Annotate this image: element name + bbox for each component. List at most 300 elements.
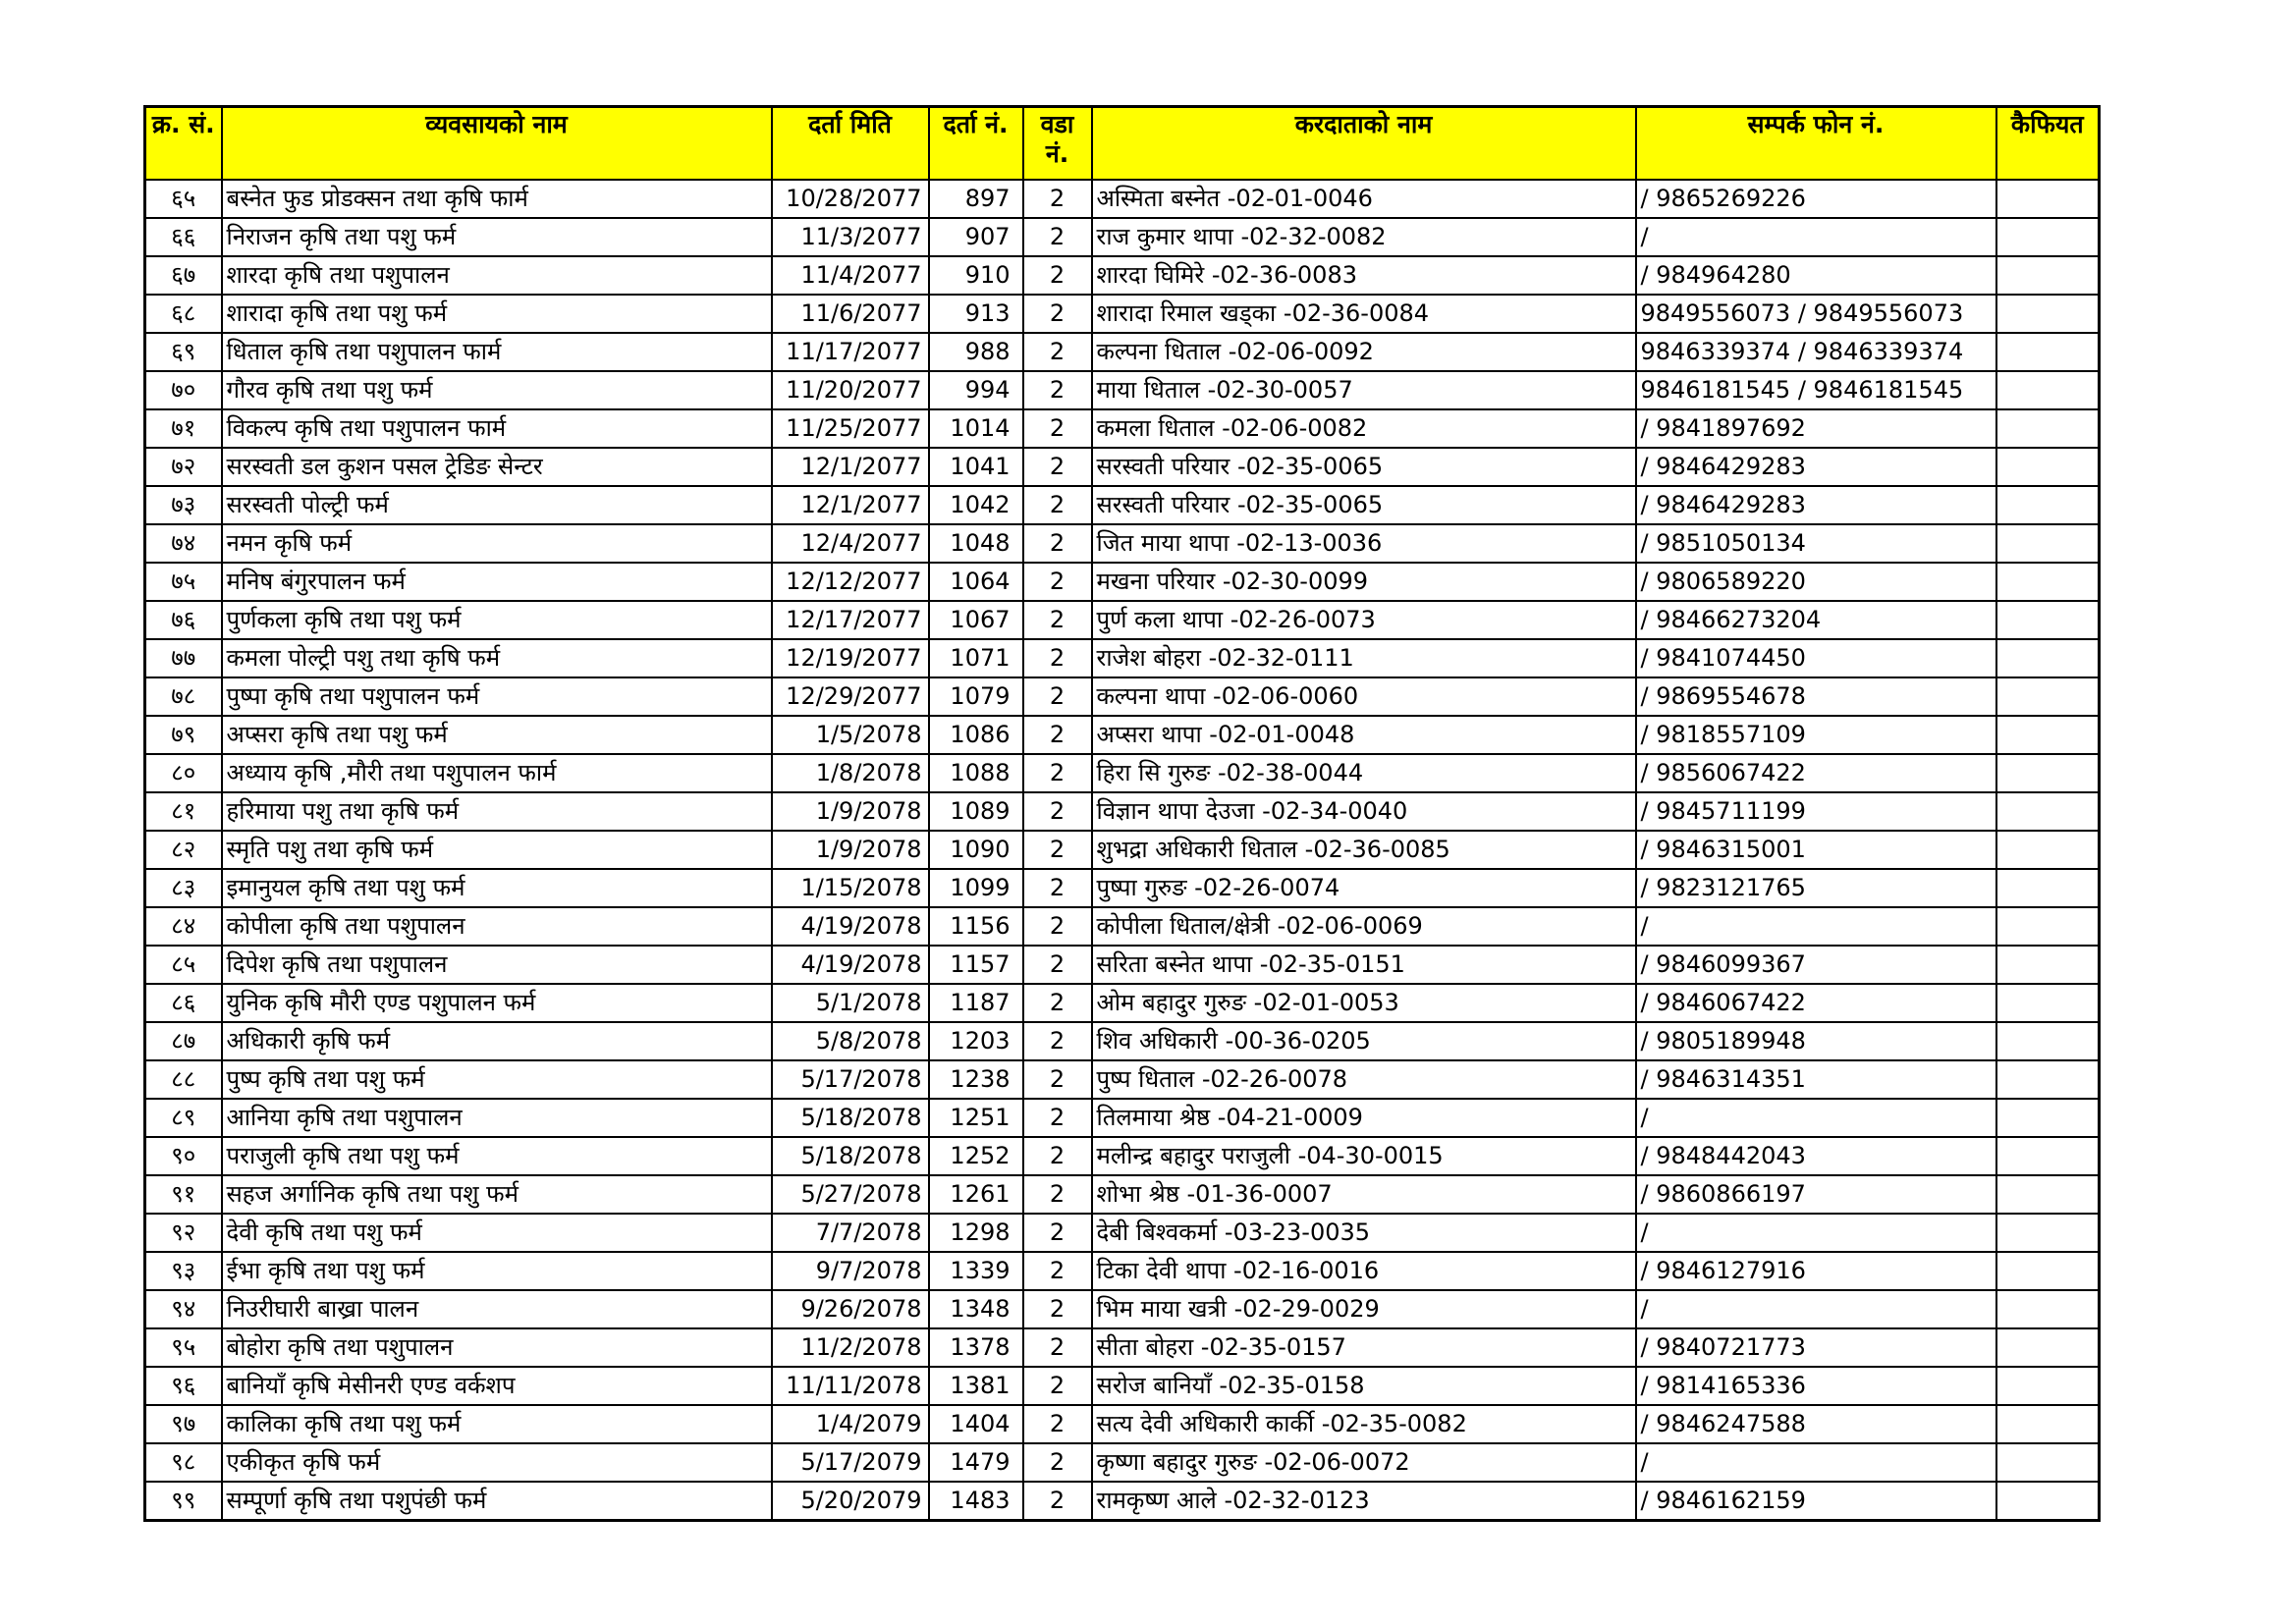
ward-number-cell: 2 (1023, 946, 1092, 984)
header-remarks: कैफियत (1996, 107, 2100, 181)
table-row (145, 1482, 2100, 1521)
remarks-cell (1996, 677, 2100, 716)
registration-number-cell: 910 (929, 256, 1023, 295)
registration-sheet (143, 105, 2101, 1522)
remarks-cell (1996, 295, 2100, 333)
contact-phone-cell: / 9846127916 (1636, 1252, 1996, 1290)
registration-date-cell: 5/20/2079 (772, 1482, 929, 1521)
ward-number-cell: 2 (1023, 1482, 1092, 1521)
registration-number-cell: 1381 (929, 1367, 1023, 1405)
ward-number-cell: 2 (1023, 295, 1092, 333)
remarks-cell (1996, 1214, 2100, 1252)
registration-date-cell: 12/1/2077 (772, 448, 929, 486)
contact-phone-cell: / (1636, 218, 1996, 256)
contact-phone-cell: / 9845711199 (1636, 792, 1996, 831)
header-serial-number: क्र. सं. (145, 107, 222, 181)
registration-date-cell: 12/19/2077 (772, 639, 929, 677)
ward-number-cell: 2 (1023, 1137, 1092, 1175)
taxpayer-name-cell: मखना परियार -02-30-0099 (1092, 563, 1636, 601)
registration-number-cell: 1261 (929, 1175, 1023, 1214)
table-row (145, 1405, 2100, 1443)
registration-number-cell: 1378 (929, 1328, 1023, 1367)
table-row (145, 1252, 2100, 1290)
serial-number-cell: ९० (145, 1137, 222, 1175)
ward-number-cell: 2 (1023, 448, 1092, 486)
remarks-cell (1996, 180, 2100, 218)
serial-number-cell: ९२ (145, 1214, 222, 1252)
serial-number-cell: ८३ (145, 869, 222, 907)
registration-date-cell: 12/29/2077 (772, 677, 929, 716)
registration-date-cell: 1/4/2079 (772, 1405, 929, 1443)
remarks-cell (1996, 1443, 2100, 1482)
taxpayer-name-cell: कोपीला धिताल/क्षेत्री -02-06-0069 (1092, 907, 1636, 946)
contact-phone-cell: / 9856067422 (1636, 754, 1996, 792)
registration-number-cell: 1088 (929, 754, 1023, 792)
registration-date-cell: 11/25/2077 (772, 409, 929, 448)
business-name-cell: कमला पोल्ट्री पशु तथा कृषि फर्म (222, 639, 772, 677)
serial-number-cell: ९७ (145, 1405, 222, 1443)
registration-date-cell: 1/8/2078 (772, 754, 929, 792)
registration-date-cell: 9/26/2078 (772, 1290, 929, 1328)
registration-number-cell: 1298 (929, 1214, 1023, 1252)
remarks-cell (1996, 984, 2100, 1022)
contact-phone-cell: / 9865269226 (1636, 180, 1996, 218)
taxpayer-name-cell: सरिता बस्नेत थापा -02-35-0151 (1092, 946, 1636, 984)
business-name-cell: हरिमाया पशु तथा कृषि फर्म (222, 792, 772, 831)
remarks-cell (1996, 716, 2100, 754)
contact-phone-cell: / 9848442043 (1636, 1137, 1996, 1175)
registration-date-cell: 9/7/2078 (772, 1252, 929, 1290)
table-row (145, 295, 2100, 333)
table-row (145, 601, 2100, 639)
header-registration-number: दर्ता नं. (929, 107, 1023, 181)
serial-number-cell: ७८ (145, 677, 222, 716)
serial-number-cell: ८० (145, 754, 222, 792)
contact-phone-cell: / 9851050134 (1636, 524, 1996, 563)
taxpayer-name-cell: सरस्वती परियार -02-35-0065 (1092, 448, 1636, 486)
table-row (145, 907, 2100, 946)
taxpayer-name-cell: राजेश बोहरा -02-32-0111 (1092, 639, 1636, 677)
business-name-cell: पराजुली कृषि तथा पशु फर्म (222, 1137, 772, 1175)
registration-date-cell: 4/19/2078 (772, 907, 929, 946)
registration-number-cell: 1203 (929, 1022, 1023, 1060)
business-name-cell: अध्याय कृषि ,मौरी तथा पशुपालन फार्म (222, 754, 772, 792)
remarks-cell (1996, 448, 2100, 486)
remarks-cell (1996, 792, 2100, 831)
business-name-cell: गौरव कृषि तथा पशु फर्म (222, 371, 772, 409)
taxpayer-name-cell: सरोज बानियाँ -02-35-0158 (1092, 1367, 1636, 1405)
table-row (145, 1328, 2100, 1367)
taxpayer-name-cell: शिव अधिकारी -00-36-0205 (1092, 1022, 1636, 1060)
ward-number-cell: 2 (1023, 409, 1092, 448)
header-contact-phone: सम्पर्क फोन नं. (1636, 107, 1996, 181)
taxpayer-name-cell: राज कुमार थापा -02-32-0082 (1092, 218, 1636, 256)
header-taxpayer-name: करदाताको नाम (1092, 107, 1636, 181)
registration-number-cell: 1483 (929, 1482, 1023, 1521)
taxpayer-name-cell: विज्ञान थापा देउजा -02-34-0040 (1092, 792, 1636, 831)
taxpayer-name-cell: अप्सरा थापा -02-01-0048 (1092, 716, 1636, 754)
table-row (145, 1060, 2100, 1099)
registration-number-cell: 1339 (929, 1252, 1023, 1290)
contact-phone-cell: / 9841897692 (1636, 409, 1996, 448)
registration-number-cell: 1252 (929, 1137, 1023, 1175)
remarks-cell (1996, 486, 2100, 524)
registration-date-cell: 4/19/2078 (772, 946, 929, 984)
registration-date-cell: 5/1/2078 (772, 984, 929, 1022)
contact-phone-cell: / (1636, 907, 1996, 946)
registration-date-cell: 5/17/2079 (772, 1443, 929, 1482)
serial-number-cell: ९६ (145, 1367, 222, 1405)
registration-number-cell: 1251 (929, 1099, 1023, 1137)
ward-number-cell: 2 (1023, 1060, 1092, 1099)
registration-number-cell: 1156 (929, 907, 1023, 946)
table-row (145, 1367, 2100, 1405)
registration-date-cell: 1/9/2078 (772, 831, 929, 869)
taxpayer-name-cell: पुर्ण कला थापा -02-26-0073 (1092, 601, 1636, 639)
registration-number-cell: 913 (929, 295, 1023, 333)
remarks-cell (1996, 946, 2100, 984)
ward-number-cell: 2 (1023, 486, 1092, 524)
taxpayer-name-cell: शुभद्रा अधिकारी धिताल -02-36-0085 (1092, 831, 1636, 869)
table-row (145, 1022, 2100, 1060)
serial-number-cell: ९५ (145, 1328, 222, 1367)
business-registration-table (143, 105, 2101, 1522)
remarks-cell (1996, 333, 2100, 371)
contact-phone-cell: / 98466273204 (1636, 601, 1996, 639)
table-row (145, 792, 2100, 831)
contact-phone-cell: 9846339374 / 9846339374 (1636, 333, 1996, 371)
registration-date-cell: 11/3/2077 (772, 218, 929, 256)
registration-date-cell: 12/1/2077 (772, 486, 929, 524)
table-row (145, 716, 2100, 754)
serial-number-cell: ७२ (145, 448, 222, 486)
serial-number-cell: ८५ (145, 946, 222, 984)
remarks-cell (1996, 371, 2100, 409)
serial-number-cell: ६५ (145, 180, 222, 218)
contact-phone-cell: / 9823121765 (1636, 869, 1996, 907)
registration-number-cell: 1064 (929, 563, 1023, 601)
remarks-cell (1996, 256, 2100, 295)
remarks-cell (1996, 563, 2100, 601)
serial-number-cell: ७४ (145, 524, 222, 563)
table-row (145, 946, 2100, 984)
remarks-cell (1996, 1405, 2100, 1443)
remarks-cell (1996, 869, 2100, 907)
serial-number-cell: ८४ (145, 907, 222, 946)
registration-date-cell: 12/17/2077 (772, 601, 929, 639)
header-business-name: व्यवसायको नाम (222, 107, 772, 181)
table-row (145, 1290, 2100, 1328)
taxpayer-name-cell: कल्पना थापा -02-06-0060 (1092, 677, 1636, 716)
remarks-cell (1996, 1367, 2100, 1405)
business-name-cell: विकल्प कृषि तथा पशुपालन फार्म (222, 409, 772, 448)
serial-number-cell: ८७ (145, 1022, 222, 1060)
contact-phone-cell: / 9818557109 (1636, 716, 1996, 754)
registration-number-cell: 1479 (929, 1443, 1023, 1482)
registration-number-cell: 1086 (929, 716, 1023, 754)
ward-number-cell: 2 (1023, 218, 1092, 256)
business-name-cell: पुष्प कृषि तथा पशु फर्म (222, 1060, 772, 1099)
remarks-cell (1996, 639, 2100, 677)
registration-date-cell: 11/11/2078 (772, 1367, 929, 1405)
header-row (145, 107, 2100, 181)
ward-number-cell: 2 (1023, 1252, 1092, 1290)
serial-number-cell: ७५ (145, 563, 222, 601)
remarks-cell (1996, 409, 2100, 448)
ward-number-cell: 2 (1023, 984, 1092, 1022)
registration-date-cell: 12/12/2077 (772, 563, 929, 601)
serial-number-cell: ७१ (145, 409, 222, 448)
ward-number-cell: 2 (1023, 601, 1092, 639)
remarks-cell (1996, 1290, 2100, 1328)
contact-phone-cell: / 9860866197 (1636, 1175, 1996, 1214)
taxpayer-name-cell: कमला धिताल -02-06-0082 (1092, 409, 1636, 448)
contact-phone-cell: / 9846067422 (1636, 984, 1996, 1022)
registration-number-cell: 1041 (929, 448, 1023, 486)
taxpayer-name-cell: पुष्प धिताल -02-26-0078 (1092, 1060, 1636, 1099)
business-name-cell: नमन कृषि फर्म (222, 524, 772, 563)
business-name-cell: शारादा कृषि तथा पशु फर्म (222, 295, 772, 333)
ward-number-cell: 2 (1023, 716, 1092, 754)
registration-number-cell: 1348 (929, 1290, 1023, 1328)
remarks-cell (1996, 1137, 2100, 1175)
serial-number-cell: ९३ (145, 1252, 222, 1290)
registration-number-cell: 1042 (929, 486, 1023, 524)
serial-number-cell: ९८ (145, 1443, 222, 1482)
contact-phone-cell: 9846181545 / 9846181545 (1636, 371, 1996, 409)
contact-phone-cell: / 9846429283 (1636, 486, 1996, 524)
registration-date-cell: 11/2/2078 (772, 1328, 929, 1367)
ward-number-cell: 2 (1023, 1175, 1092, 1214)
remarks-cell (1996, 831, 2100, 869)
serial-number-cell: ७९ (145, 716, 222, 754)
registration-number-cell: 1079 (929, 677, 1023, 716)
registration-number-cell: 1014 (929, 409, 1023, 448)
business-name-cell: धिताल कृषि तथा पशुपालन फार्म (222, 333, 772, 371)
registration-number-cell: 1157 (929, 946, 1023, 984)
business-name-cell: कोपीला कृषि तथा पशुपालन (222, 907, 772, 946)
business-name-cell: सम्पूर्णा कृषि तथा पशुपंछी फर्म (222, 1482, 772, 1521)
ward-number-cell: 2 (1023, 1405, 1092, 1443)
table-row (145, 524, 2100, 563)
header-registration-date: दर्ता मिति (772, 107, 929, 181)
business-name-cell: एकीकृत कृषि फर्म (222, 1443, 772, 1482)
contact-phone-cell: / 9805189948 (1636, 1022, 1996, 1060)
taxpayer-name-cell: शोभा श्रेष्ठ -01-36-0007 (1092, 1175, 1636, 1214)
registration-number-cell: 994 (929, 371, 1023, 409)
table-row (145, 448, 2100, 486)
registration-number-cell: 897 (929, 180, 1023, 218)
serial-number-cell: ६८ (145, 295, 222, 333)
table-row (145, 1099, 2100, 1137)
business-name-cell: कालिका कृषि तथा पशु फर्म (222, 1405, 772, 1443)
registration-number-cell: 988 (929, 333, 1023, 371)
serial-number-cell: ६६ (145, 218, 222, 256)
taxpayer-name-cell: सत्य देवी अधिकारी कार्की -02-35-0082 (1092, 1405, 1636, 1443)
taxpayer-name-cell: हिरा सि गुरुङ -02-38-0044 (1092, 754, 1636, 792)
business-name-cell: अधिकारी कृषि फर्म (222, 1022, 772, 1060)
registration-date-cell: 5/18/2078 (772, 1137, 929, 1175)
taxpayer-name-cell: माया धिताल -02-30-0057 (1092, 371, 1636, 409)
table-row (145, 639, 2100, 677)
registration-number-cell: 1067 (929, 601, 1023, 639)
contact-phone-cell: / 9846162159 (1636, 1482, 1996, 1521)
table-row (145, 180, 2100, 218)
contact-phone-cell: / 9814165336 (1636, 1367, 1996, 1405)
table-row (145, 754, 2100, 792)
business-name-cell: आनिया कृषि तथा पशुपालन (222, 1099, 772, 1137)
ward-number-cell: 2 (1023, 754, 1092, 792)
ward-number-cell: 2 (1023, 180, 1092, 218)
remarks-cell (1996, 524, 2100, 563)
contact-phone-cell: / 984964280 (1636, 256, 1996, 295)
serial-number-cell: ७३ (145, 486, 222, 524)
table-row (145, 831, 2100, 869)
contact-phone-cell: / (1636, 1214, 1996, 1252)
contact-phone-cell: / 9846099367 (1636, 946, 1996, 984)
taxpayer-name-cell: शारादा रिमाल खड्का -02-36-0084 (1092, 295, 1636, 333)
business-name-cell: पुष्पा कृषि तथा पशुपालन फर्म (222, 677, 772, 716)
registration-date-cell: 1/15/2078 (772, 869, 929, 907)
business-name-cell: अप्सरा कृषि तथा पशु फर्म (222, 716, 772, 754)
taxpayer-name-cell: पुष्पा गुरुङ -02-26-0074 (1092, 869, 1636, 907)
business-name-cell: दिपेश कृषि तथा पशुपालन (222, 946, 772, 984)
business-name-cell: शारदा कृषि तथा पशुपालन (222, 256, 772, 295)
serial-number-cell: ८८ (145, 1060, 222, 1099)
contact-phone-cell: / 9846314351 (1636, 1060, 1996, 1099)
registration-date-cell: 11/20/2077 (772, 371, 929, 409)
serial-number-cell: ६७ (145, 256, 222, 295)
table-row (145, 333, 2100, 371)
ward-number-cell: 2 (1023, 792, 1092, 831)
serial-number-cell: ७७ (145, 639, 222, 677)
registration-number-cell: 1071 (929, 639, 1023, 677)
taxpayer-name-cell: शारदा घिमिरे -02-36-0083 (1092, 256, 1636, 295)
table-row (145, 486, 2100, 524)
registration-number-cell: 1238 (929, 1060, 1023, 1099)
ward-number-cell: 2 (1023, 333, 1092, 371)
registration-date-cell: 12/4/2077 (772, 524, 929, 563)
business-name-cell: सहज अर्गानिक कृषि तथा पशु फर्म (222, 1175, 772, 1214)
registration-number-cell: 1089 (929, 792, 1023, 831)
ward-number-cell: 2 (1023, 907, 1092, 946)
ward-number-cell: 2 (1023, 1022, 1092, 1060)
serial-number-cell: ८१ (145, 792, 222, 831)
contact-phone-cell: / 9806589220 (1636, 563, 1996, 601)
registration-date-cell: 5/17/2078 (772, 1060, 929, 1099)
remarks-cell (1996, 218, 2100, 256)
business-name-cell: निराजन कृषि तथा पशु फर्म (222, 218, 772, 256)
registration-number-cell: 1187 (929, 984, 1023, 1022)
ward-number-cell: 2 (1023, 677, 1092, 716)
business-name-cell: सरस्वती पोल्ट्री फर्म (222, 486, 772, 524)
taxpayer-name-cell: कृष्णा बहादुर गुरुङ -02-06-0072 (1092, 1443, 1636, 1482)
registration-date-cell: 11/4/2077 (772, 256, 929, 295)
remarks-cell (1996, 1252, 2100, 1290)
contact-phone-cell: / (1636, 1290, 1996, 1328)
ward-number-cell: 2 (1023, 1214, 1092, 1252)
ward-number-cell: 2 (1023, 831, 1092, 869)
taxpayer-name-cell: सरस्वती परियार -02-35-0065 (1092, 486, 1636, 524)
ward-number-cell: 2 (1023, 524, 1092, 563)
serial-number-cell: ९१ (145, 1175, 222, 1214)
serial-number-cell: ६९ (145, 333, 222, 371)
table-row (145, 371, 2100, 409)
ward-number-cell: 2 (1023, 563, 1092, 601)
taxpayer-name-cell: अस्मिता बस्नेत -02-01-0046 (1092, 180, 1636, 218)
table-row (145, 218, 2100, 256)
table-row (145, 984, 2100, 1022)
business-name-cell: युनिक कृषि मौरी एण्ड पशुपालन फर्म (222, 984, 772, 1022)
remarks-cell (1996, 1060, 2100, 1099)
taxpayer-name-cell: कल्पना धिताल -02-06-0092 (1092, 333, 1636, 371)
serial-number-cell: ७० (145, 371, 222, 409)
taxpayer-name-cell: टिका देवी थापा -02-16-0016 (1092, 1252, 1636, 1290)
serial-number-cell: ८६ (145, 984, 222, 1022)
table-row (145, 1443, 2100, 1482)
ward-number-cell: 2 (1023, 1328, 1092, 1367)
business-name-cell: मनिष बंगुरपालन फर्म (222, 563, 772, 601)
ward-number-cell: 2 (1023, 1367, 1092, 1405)
serial-number-cell: ९९ (145, 1482, 222, 1521)
table-row (145, 869, 2100, 907)
table-row (145, 1137, 2100, 1175)
contact-phone-cell: / 9841074450 (1636, 639, 1996, 677)
ward-number-cell: 2 (1023, 256, 1092, 295)
table-row (145, 1214, 2100, 1252)
business-name-cell: बोहोरा कृषि तथा पशुपालन (222, 1328, 772, 1367)
contact-phone-cell: / 9840721773 (1636, 1328, 1996, 1367)
contact-phone-cell: / 9846247588 (1636, 1405, 1996, 1443)
serial-number-cell: ९४ (145, 1290, 222, 1328)
serial-number-cell: ७६ (145, 601, 222, 639)
contact-phone-cell: / (1636, 1099, 1996, 1137)
registration-date-cell: 10/28/2077 (772, 180, 929, 218)
registration-number-cell: 1090 (929, 831, 1023, 869)
contact-phone-cell: / 9846429283 (1636, 448, 1996, 486)
business-name-cell: इमानुयल कृषि तथा पशु फर्म (222, 869, 772, 907)
taxpayer-name-cell: मलीन्द्र बहादुर पराजुली -04-30-0015 (1092, 1137, 1636, 1175)
taxpayer-name-cell: रामकृष्ण आले -02-32-0123 (1092, 1482, 1636, 1521)
contact-phone-cell: 9849556073 / 9849556073 (1636, 295, 1996, 333)
remarks-cell (1996, 1099, 2100, 1137)
table-body (145, 180, 2100, 1521)
contact-phone-cell: / 9869554678 (1636, 677, 1996, 716)
contact-phone-cell: / (1636, 1443, 1996, 1482)
registration-number-cell: 1099 (929, 869, 1023, 907)
remarks-cell (1996, 601, 2100, 639)
table-row (145, 409, 2100, 448)
registration-date-cell: 7/7/2078 (772, 1214, 929, 1252)
business-name-cell: पुर्णकला कृषि तथा पशु फर्म (222, 601, 772, 639)
registration-number-cell: 1404 (929, 1405, 1023, 1443)
registration-date-cell: 5/8/2078 (772, 1022, 929, 1060)
business-name-cell: ईभा कृषि तथा पशु फर्म (222, 1252, 772, 1290)
contact-phone-cell: / 9846315001 (1636, 831, 1996, 869)
registration-date-cell: 11/17/2077 (772, 333, 929, 371)
ward-number-cell: 2 (1023, 371, 1092, 409)
serial-number-cell: ८९ (145, 1099, 222, 1137)
remarks-cell (1996, 907, 2100, 946)
registration-date-cell: 1/9/2078 (772, 792, 929, 831)
registration-date-cell: 5/18/2078 (772, 1099, 929, 1137)
table-row (145, 1175, 2100, 1214)
taxpayer-name-cell: तिलमाया श्रेष्ठ -04-21-0009 (1092, 1099, 1636, 1137)
business-name-cell: देवी कृषि तथा पशु फर्म (222, 1214, 772, 1252)
taxpayer-name-cell: जित माया थापा -02-13-0036 (1092, 524, 1636, 563)
taxpayer-name-cell: देबी बिश्वकर्मा -03-23-0035 (1092, 1214, 1636, 1252)
business-name-cell: सरस्वती डल कुशन पसल ट्रेडिङ सेन्टर (222, 448, 772, 486)
